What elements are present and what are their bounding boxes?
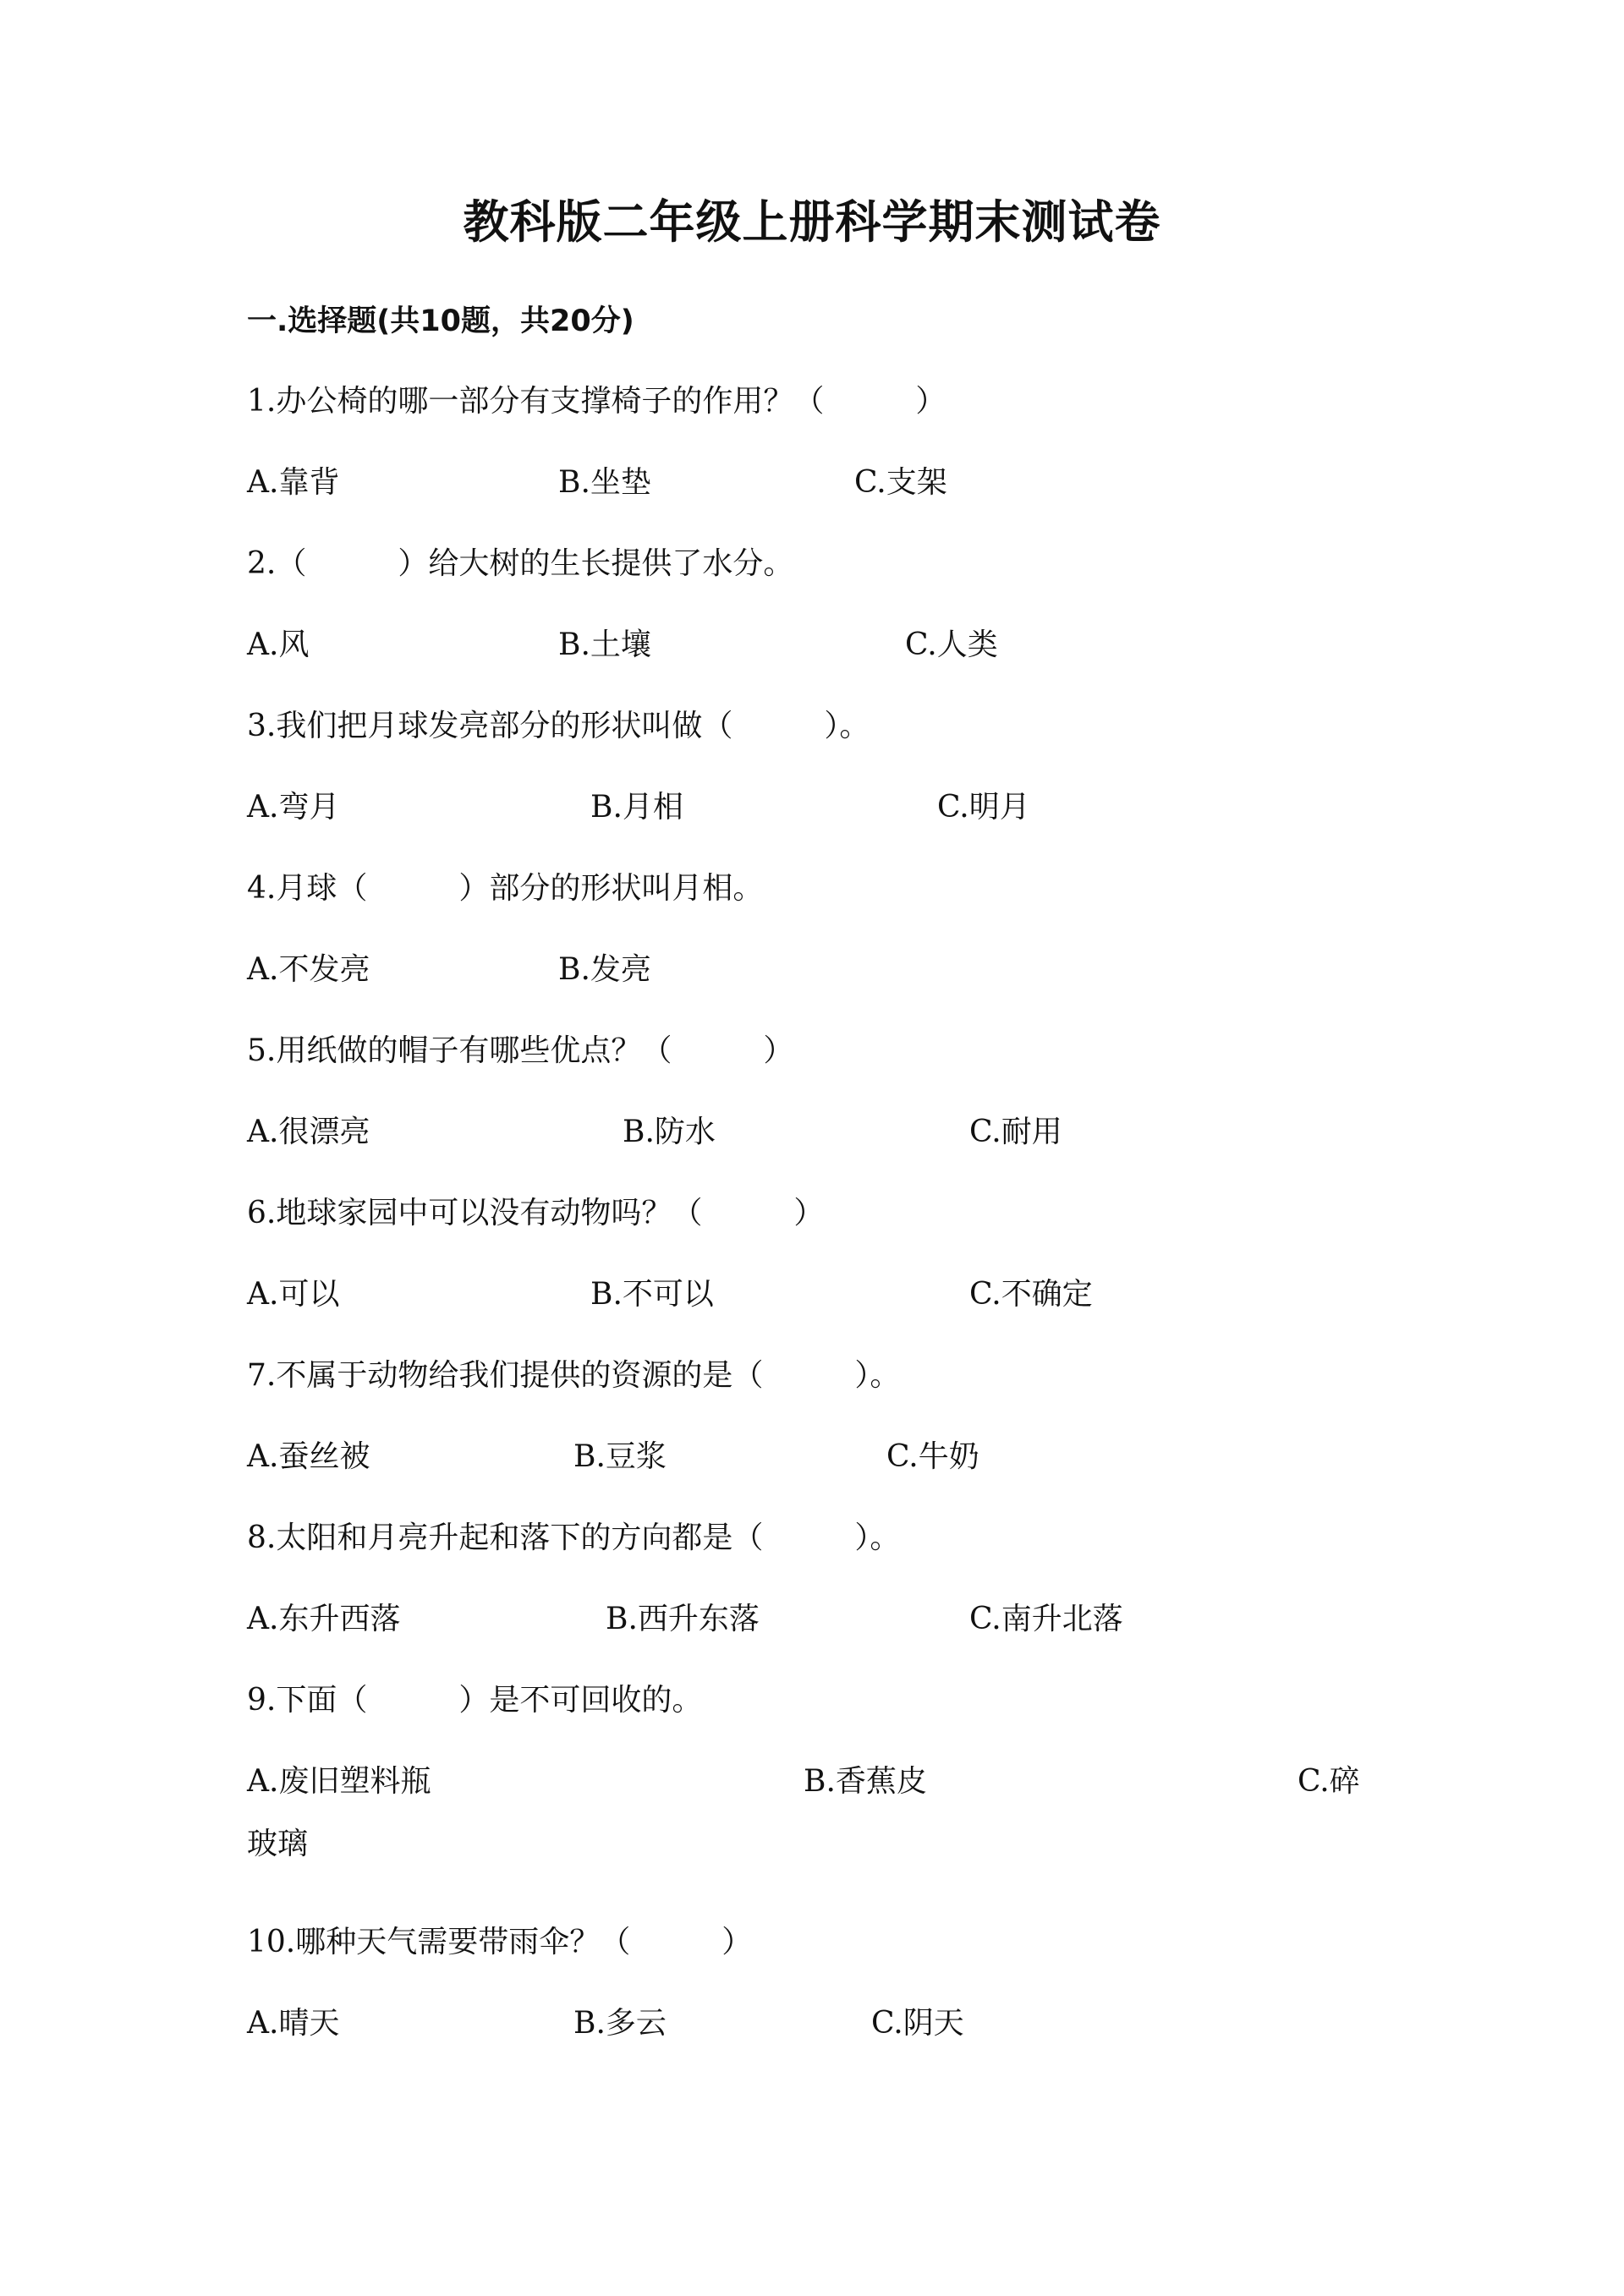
option-b: B.香蕉皮 <box>804 1764 927 1799</box>
option-a: A.弯月 <box>247 790 340 825</box>
option-c: C.南升北落 <box>969 1602 1123 1636</box>
question-stem: 6.地球家园中可以没有动物吗？（ ） <box>247 1196 825 1230</box>
option-c: C.支架 <box>854 465 947 500</box>
question-stem: 7.不属于动物给我们提供的资源的是（ ）。 <box>247 1358 901 1393</box>
option-b: B.豆浆 <box>573 1439 667 1474</box>
option-a: A.东升西落 <box>247 1602 401 1636</box>
option-b: B.发亮 <box>558 952 651 987</box>
option-b: B.坐垫 <box>558 465 651 500</box>
option-b: B.防水 <box>623 1115 716 1149</box>
option-b: B.多云 <box>573 2006 667 2041</box>
question-stem: 8.太阳和月亮升起和落下的方向都是（ ）。 <box>247 1521 901 1555</box>
question-stem: 3.我们把月球发亮部分的形状叫做（ ）。 <box>247 709 870 743</box>
option-a: A.晴天 <box>247 2006 340 2041</box>
question-stem: 1.办公椅的哪一部分有支撑椅子的作用？（ ） <box>247 384 946 419</box>
question-stem: 10.哪种天气需要带雨伞？（ ） <box>247 1925 753 1959</box>
option-a: A.蚕丝被 <box>247 1439 370 1474</box>
option-b: B.月相 <box>590 790 683 825</box>
option-c: C.明月 <box>937 790 1030 825</box>
option-a: A.风 <box>247 627 310 662</box>
option-a: A.废旧塑料瓶 <box>247 1764 431 1799</box>
option-c: C.牛奶 <box>886 1439 979 1474</box>
option-c: C.耐用 <box>969 1115 1062 1149</box>
option-c: C.碎 <box>1298 1764 1360 1799</box>
option-a: A.靠背 <box>247 465 340 500</box>
question-stem: 9.下面（ ）是不可回收的。 <box>247 1683 703 1718</box>
question-stem: 4.月球（ ）部分的形状叫月相。 <box>247 871 764 906</box>
option-b: B.土壤 <box>558 627 651 662</box>
option-b: B.西升东落 <box>606 1602 760 1636</box>
option-c: C.不确定 <box>969 1277 1093 1312</box>
question-stem: 2.（ ）给大树的生长提供了水分。 <box>247 546 794 581</box>
page-title: 教科版二年级上册科学期末测试卷 <box>463 195 1161 249</box>
option-c-continuation: 玻璃 <box>247 1827 309 1861</box>
option-c: C.阴天 <box>871 2006 964 2041</box>
option-a: A.可以 <box>247 1277 340 1312</box>
option-c: C.人类 <box>905 627 998 662</box>
section-heading: 一.选择题(共10题，共20分) <box>247 304 634 338</box>
option-a: A.很漂亮 <box>247 1115 370 1149</box>
option-a: A.不发亮 <box>247 952 370 987</box>
question-stem: 5.用纸做的帽子有哪些优点？（ ） <box>247 1033 794 1068</box>
option-b: B.不可以 <box>590 1277 714 1312</box>
